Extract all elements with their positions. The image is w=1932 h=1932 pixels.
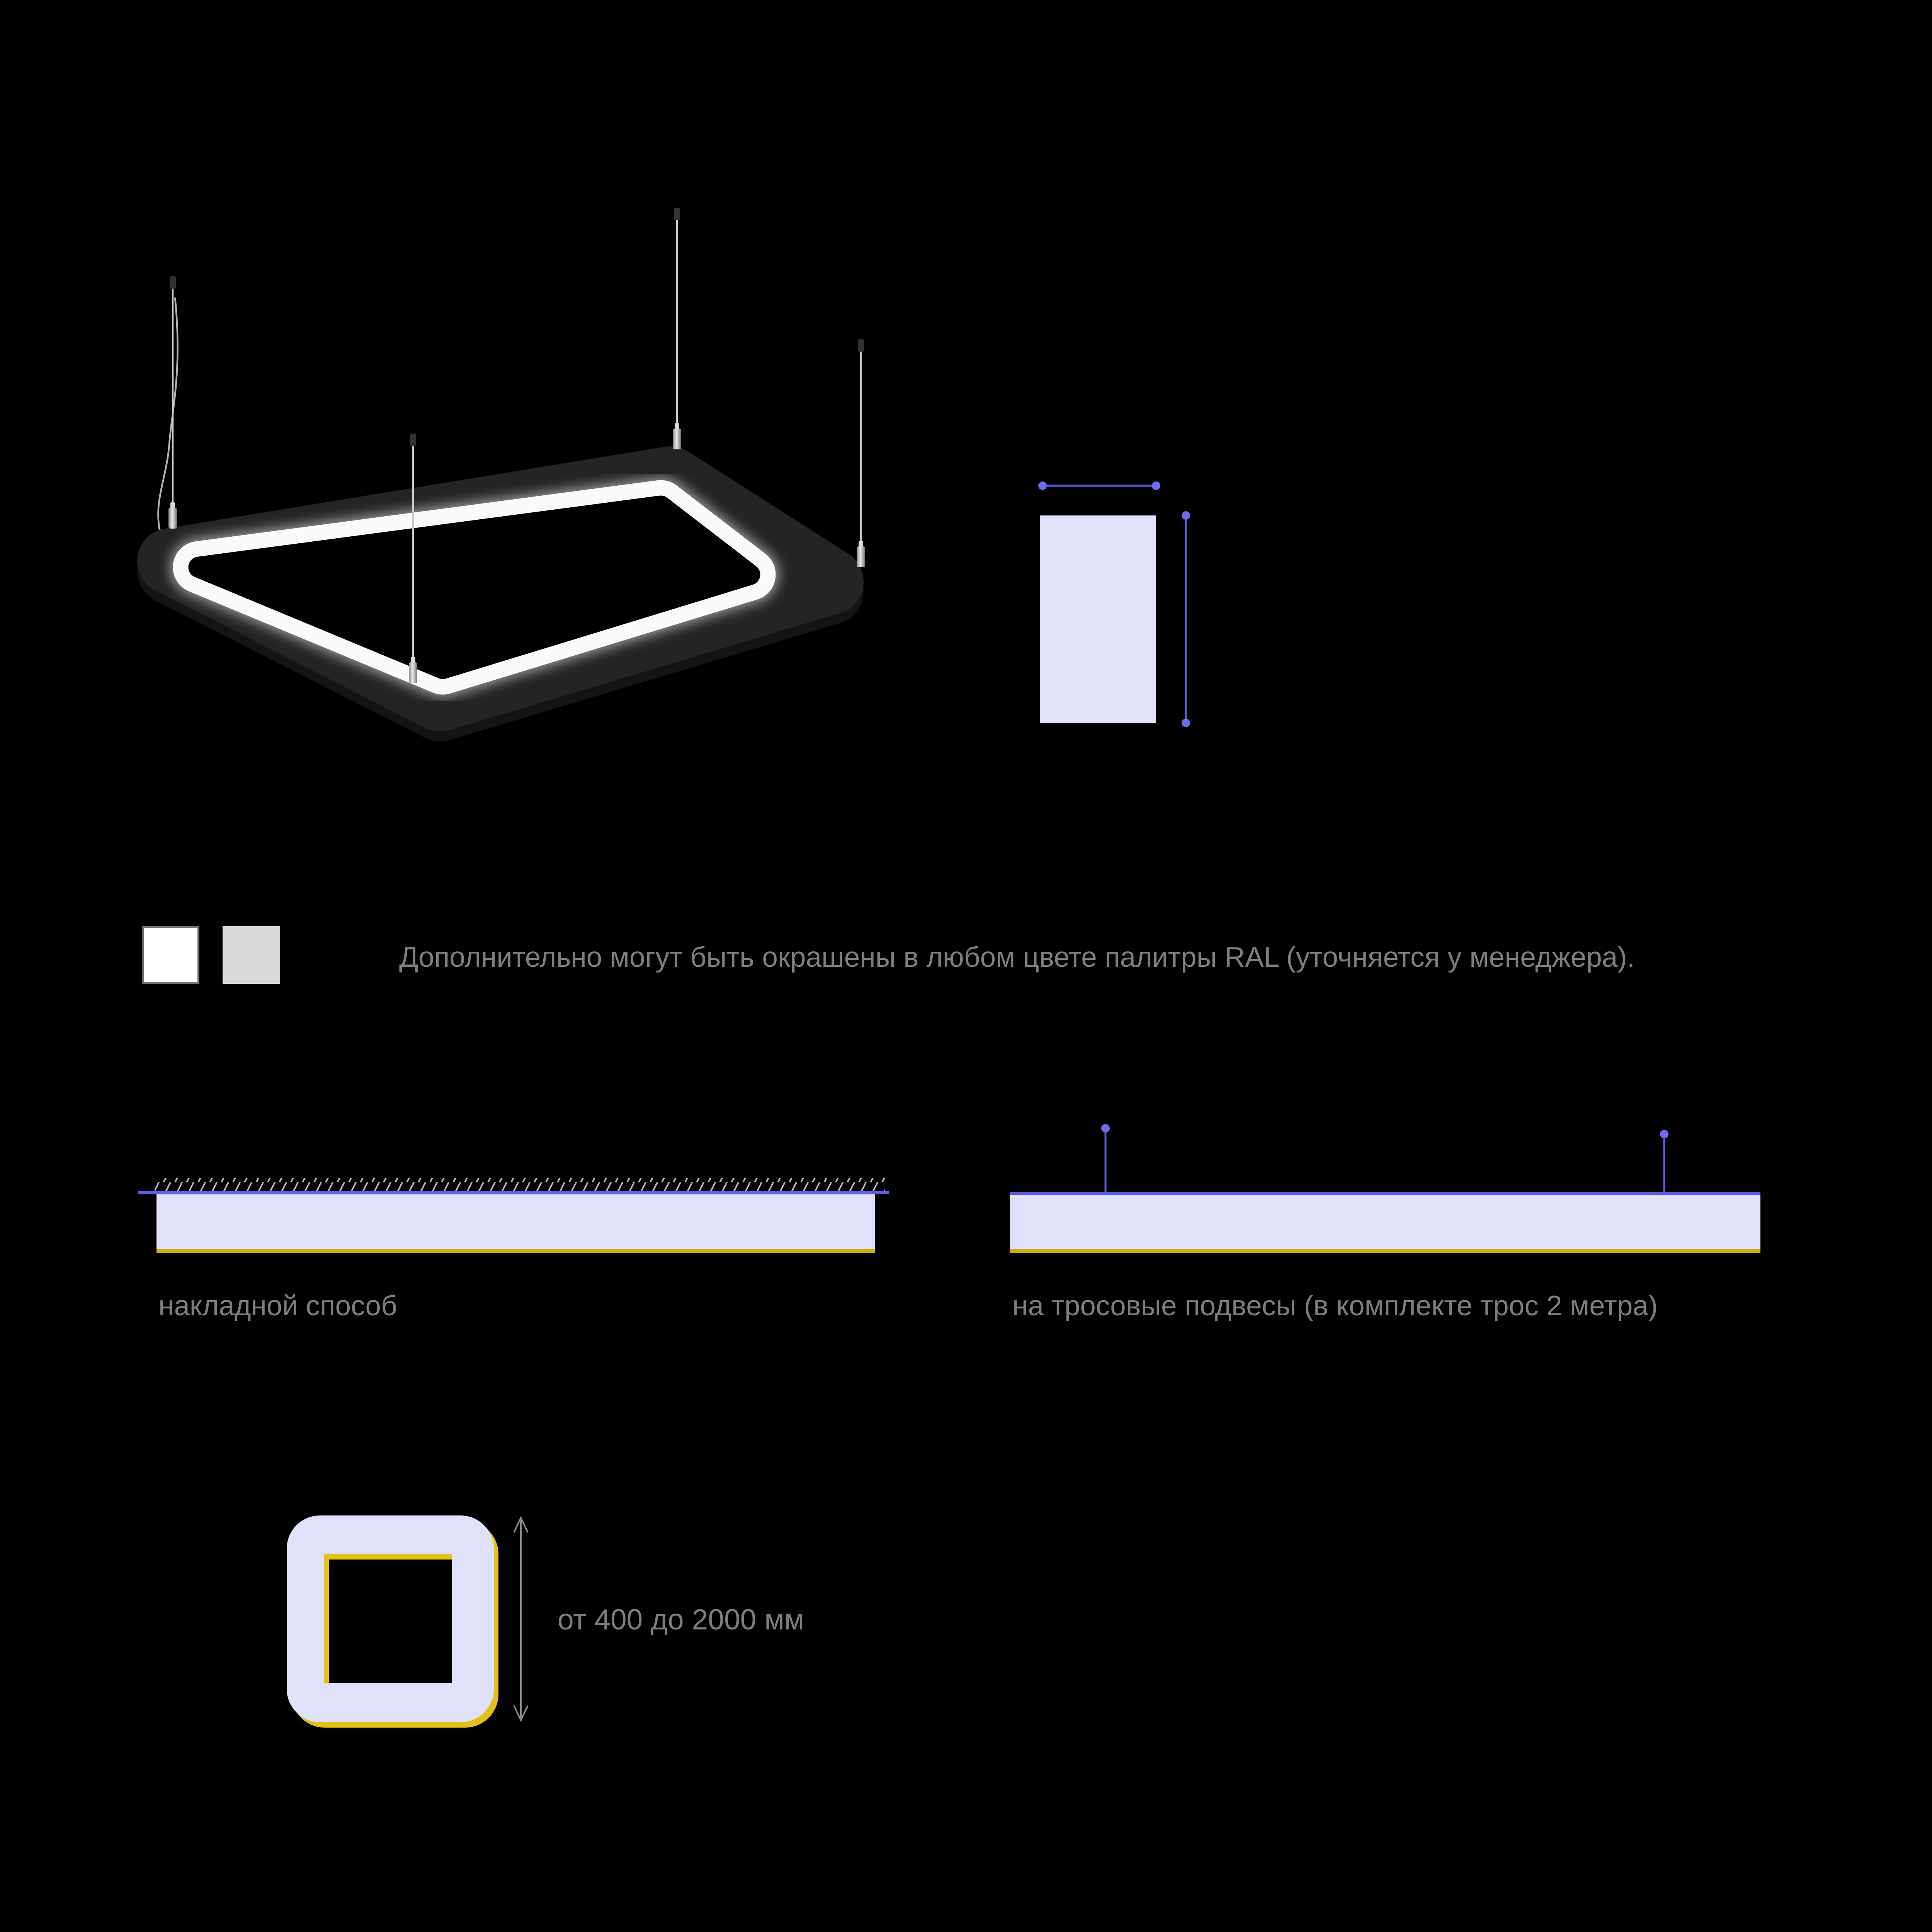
ceiling-hatching	[155, 1178, 885, 1191]
suspension-cable-symbol	[1101, 1124, 1110, 1192]
color-swatch-gray	[223, 926, 280, 984]
height-dimension	[1182, 511, 1190, 727]
dimension-endpoint-dot	[1182, 511, 1190, 520]
luminaire-profile-body	[1010, 1195, 1760, 1249]
cable-mount-label: на тросовые подвесы (в комплекте трос 2 метра)	[1012, 1290, 1658, 1321]
size-range-text: от 400 до 2000 мм	[558, 1603, 804, 1636]
standoff	[673, 423, 681, 449]
cable-top-caps	[170, 208, 864, 446]
suspension-cable-symbol	[1660, 1130, 1668, 1192]
cable-anchor-dot	[1101, 1124, 1110, 1133]
luminaire-profile-body	[156, 1194, 875, 1249]
cable-mount-diagram	[1005, 1119, 1766, 1258]
profile-cross-section	[1040, 515, 1156, 723]
standoff	[857, 541, 865, 567]
loose-cable-wire	[158, 298, 177, 533]
height-dimension-arrow	[514, 1518, 528, 1720]
luminaire-diffuser-line	[156, 1249, 875, 1253]
width-dimension	[1038, 481, 1160, 490]
dimension-endpoint-dot	[1038, 481, 1047, 490]
surface-mount-label: накладной способ	[158, 1290, 397, 1321]
profile-cross-section-diagram	[1020, 464, 1221, 742]
ral-note-text: Дополнительно могут быть окрашены в любом цвете палитры RAL (уточняется у менеджера).	[399, 942, 1635, 973]
luminaire-top-line	[1010, 1192, 1760, 1195]
luminaire-diffuser-line	[1010, 1249, 1760, 1253]
standoff	[168, 502, 177, 529]
cable-anchor-dot	[1660, 1130, 1668, 1138]
dimension-endpoint-dot	[1182, 719, 1190, 727]
square-ring-front	[287, 1515, 494, 1722]
dimension-endpoint-dot	[1152, 481, 1160, 490]
pendant-lamp-photo	[128, 193, 939, 773]
ceiling-line	[138, 1191, 889, 1194]
color-swatch-white	[142, 926, 199, 984]
surface-mount-diagram	[135, 1175, 893, 1258]
